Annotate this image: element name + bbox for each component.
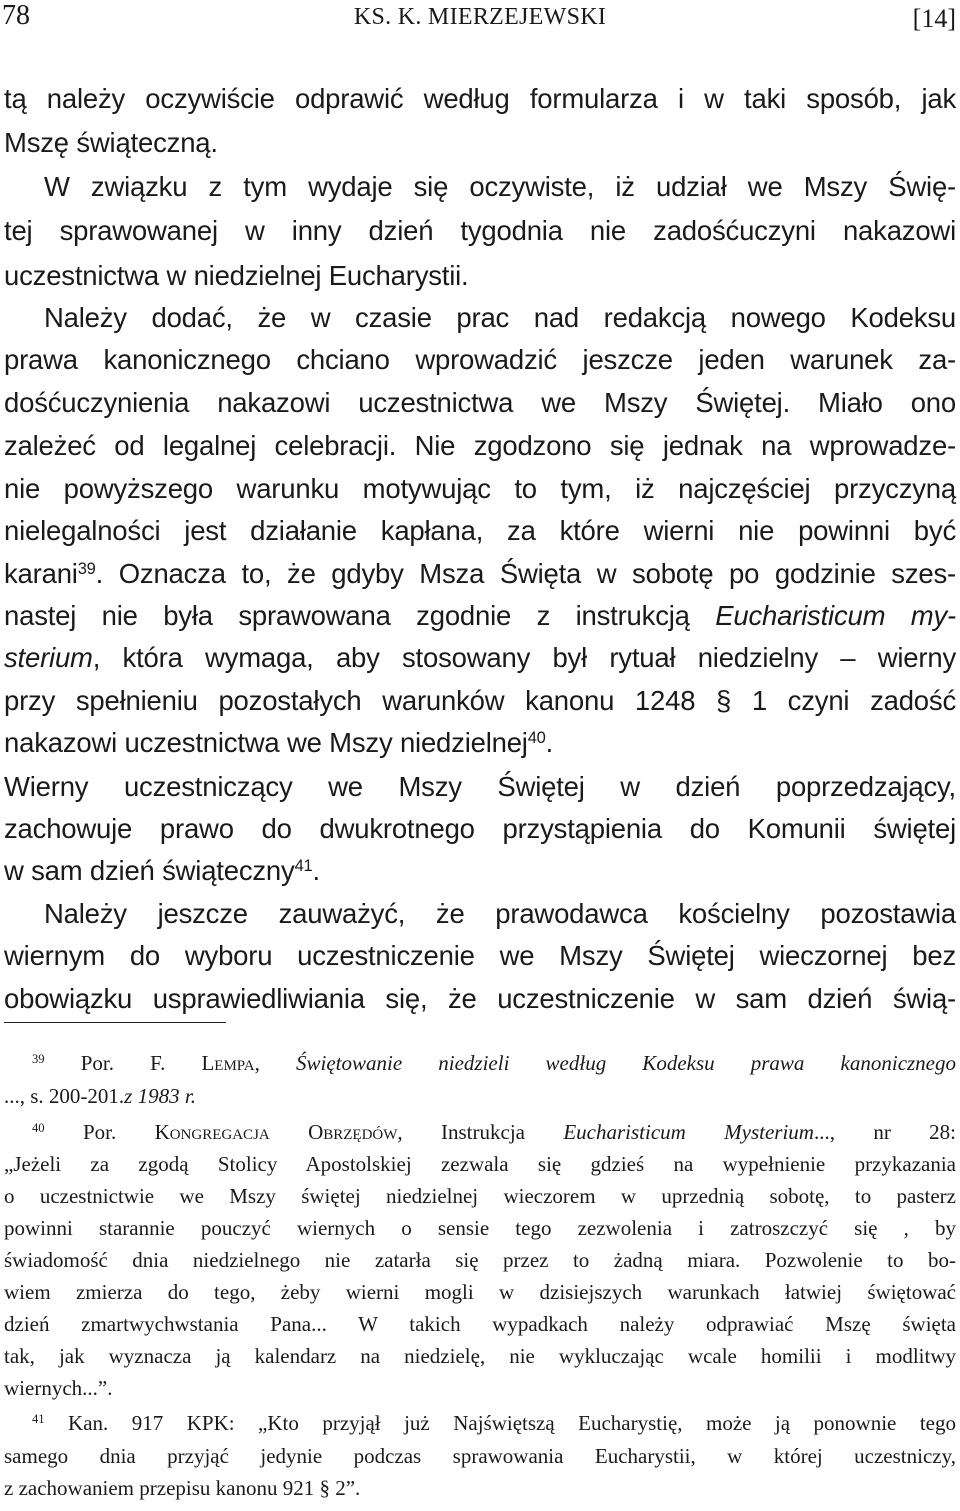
- running-header: [0, 0, 960, 40]
- running-title: KS. K. MIERZEJEWSKI: [353, 4, 607, 30]
- body-line: Wierny uczestniczący we Mszy Świętej w dzień poprzedzający,: [4, 771, 956, 802]
- body-line: tą należy oczywiście odprawić według formularza i w taki sposób, jak: [4, 83, 956, 114]
- text-segment: .: [312, 855, 320, 886]
- text-segment: ..., s. 200-201.: [4, 1084, 125, 1108]
- footnote-line: [32, 1116, 956, 1148]
- body-line: Należy dodać, że w czasie prac nad redakcją nowego Kodeksu: [44, 302, 956, 333]
- footnote-line: powinni starannie pouczyć wiernych o sensie tego zezwolenia i zatroszczyć się , by: [4, 1216, 956, 1240]
- section-reference: [14]: [912, 4, 956, 33]
- body-line: przy spełnieniu pozostałych warunków kanonu 1248 § 1 czyni zadość: [4, 685, 956, 716]
- body-line: dośćuczynienia nakazowi uczestnictwa we Mszy Świętej. Miało ono: [4, 387, 956, 418]
- italic-text: Eucharisticum my-: [715, 600, 956, 631]
- body-line: nie powyższego warunku motywując to tym, iż najczęściej przyczyną: [4, 473, 956, 504]
- text-segment: , Instrukcja: [397, 1120, 564, 1144]
- footnote-line: tak, jak wyznacza ją kalendarz na niedzielę, nie wykluczając wcale homilii i modlitwy: [4, 1344, 956, 1368]
- italic-text: Eucharisticum Mysterium: [563, 1120, 814, 1144]
- text-segment: .: [545, 727, 554, 758]
- body-line: [4, 595, 956, 637]
- footnote-separator: [4, 1022, 226, 1023]
- text-segment: nastej nie była sprawowana zgodnie z instrukcją: [4, 600, 716, 631]
- footnote-line: samego dnia przyjąć jedynie podczas sprawowania Eucharystii, w której uczestniczy,: [4, 1444, 956, 1468]
- body-line: [4, 850, 956, 892]
- author-name: Kongregacja Obrzędów: [154, 1120, 398, 1144]
- italic-text: sterium: [4, 642, 93, 673]
- footnote-marker: 40: [32, 1121, 45, 1136]
- text-segment: Por.: [44, 1120, 155, 1144]
- body-line: obowiązku usprawiedliwiania się, że uczestniczenie w sam dzień świą-: [4, 983, 956, 1014]
- body-line: Mszę świąteczną.: [4, 127, 218, 158]
- footnote-line: dzień zmartwychwstania Pana... W takich wypadkach należy odprawiać Mszę święta: [4, 1312, 956, 1336]
- page-number: 78: [2, 0, 30, 31]
- body-line: zależeć od legalnej celebracji. Nie zgodzono się jednak na wprowadze-: [4, 430, 956, 461]
- body-line: W związku z tym wydaje się oczywiste, iż udział we Mszy Świę-: [44, 171, 956, 202]
- footnote-marker: 41: [32, 1412, 45, 1427]
- body-line: [4, 722, 956, 764]
- text-segment: nakazowi uczestnictwa we Mszy niedzielnej: [4, 727, 528, 758]
- footnote-line: „Jeżeli za zgodą Stolicy Apostolskiej zezwala się gdzieś na wypełnienie przykazania: [4, 1152, 956, 1176]
- text-segment: , która wymaga, aby stosowany był rytuał niedzielny – wierny: [92, 642, 956, 673]
- body-line: [4, 553, 956, 595]
- italic-text: z 1983 r.: [124, 1084, 196, 1108]
- footnote-line: świadomość dnia niedzielnego nie zatarła się przez to żadną miara. Pozwolenie to bo-: [4, 1248, 956, 1272]
- body-line: Należy jeszcze zauważyć, że prawodawca kościelny pozostawia: [44, 898, 956, 929]
- body-line: [4, 637, 956, 679]
- body-line: wiernym do wyboru uczestniczenie we Mszy Świętej wieczornej bez: [4, 940, 956, 971]
- body-line: tej sprawowanej w inny dzień tygodnia nie zadośćuczyni nakazowi: [4, 215, 956, 246]
- footnote-line: [32, 1047, 956, 1079]
- author-name: Lempa: [201, 1051, 255, 1075]
- footnote-line: [32, 1407, 956, 1439]
- body-line: zachowuje prawo do dwukrotnego przystąpienia do Komunii świętej: [4, 813, 956, 844]
- text-segment: Por. F.: [44, 1051, 202, 1075]
- footnote-line: z zachowaniem przepisu kanonu 921 § 2”.: [4, 1476, 361, 1500]
- footnote-marker: 41: [294, 856, 313, 875]
- italic-text: Świętowanie niedzieli według Kodeksu prawa kanonicznego: [295, 1051, 957, 1075]
- body-line: prawa kanonicznego chciano wprowadzić jeszcze jeden warunek za-: [4, 344, 956, 375]
- footnote-line: o uczestnictwie we Mszy świętej niedzielnej wieczorem w uprzednią sobotę, to pasterz: [4, 1184, 956, 1208]
- text-segment: w sam dzień świąteczny: [4, 855, 295, 886]
- footnote-line: wiem zmierza do tego, żeby wierni mogli w dzisiejszych warunkach łatwiej świętować: [4, 1280, 956, 1304]
- footnote-line: wiernych...”.: [4, 1376, 113, 1400]
- text-segment: ..., nr 28:: [813, 1120, 957, 1144]
- footnote-line: [4, 1080, 956, 1112]
- footnote-marker: 39: [32, 1052, 45, 1067]
- text-segment: Kan. 917 KPK: „Kto przyjął już Najświętszą Eucharystię, może ją ponownie tego: [44, 1411, 956, 1435]
- text-segment: . Oznacza to, że gdyby Msza Święta w sobotę po godzinie szes-: [95, 558, 956, 589]
- text-segment: karani: [4, 558, 78, 589]
- body-line: nielegalności jest działanie kapłana, za które wierni nie powinni być: [4, 515, 956, 546]
- text-segment: ,: [254, 1051, 296, 1075]
- body-line: uczestnictwa w niedzielnej Eucharystii.: [4, 260, 469, 291]
- footnote-marker: 40: [527, 728, 546, 747]
- footnote-marker: 39: [77, 559, 96, 578]
